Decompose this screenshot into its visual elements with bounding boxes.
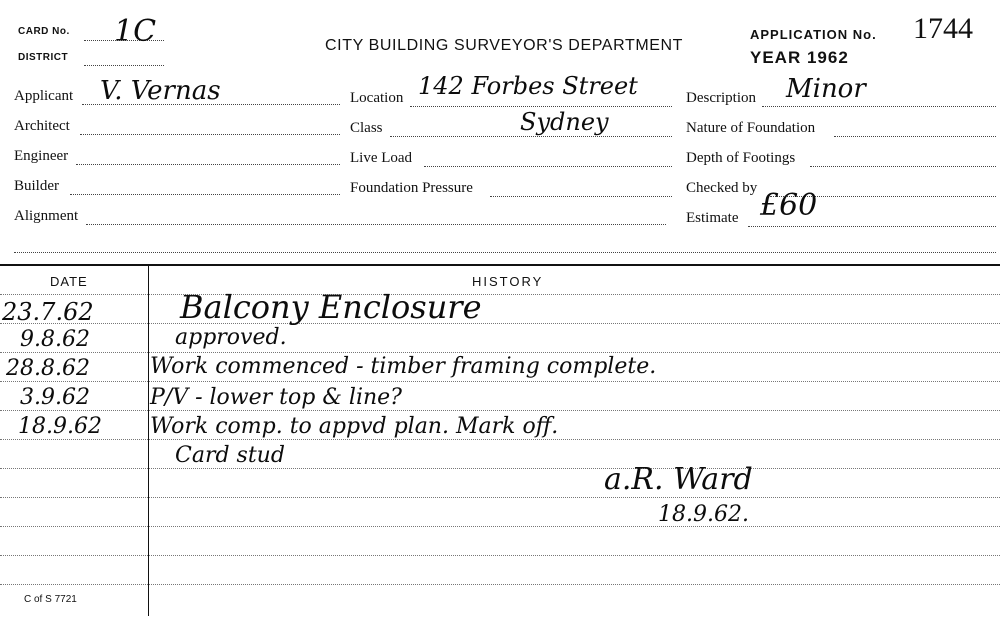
date-column-divider	[148, 266, 149, 616]
history-rule	[0, 439, 1000, 440]
history-text-5: Work comp. to appvd plan. Mark off.	[150, 414, 559, 439]
alignment-label: Alignment	[14, 208, 79, 224]
district-label: DISTRICT	[18, 52, 69, 63]
history-rule	[0, 555, 1000, 556]
application-number: 1744	[913, 12, 973, 45]
date-column-header: DATE	[50, 274, 88, 289]
applicant-label: Applicant	[14, 88, 74, 104]
department-title: CITY BUILDING SURVEYOR'S DEPARTMENT	[325, 37, 684, 54]
application-label: APPLICATION No.	[750, 27, 877, 42]
history-rule	[0, 584, 1000, 585]
history-text-6: Card stud	[175, 443, 285, 468]
location-value-street: 142 Forbes Street	[418, 72, 638, 100]
district-line	[84, 65, 164, 66]
alignment-line	[86, 224, 666, 225]
year-label: YEAR 1962	[750, 48, 849, 67]
architect-label: Architect	[14, 118, 70, 134]
foundation-pressure-label: Foundation Pressure	[350, 180, 473, 196]
description-line	[762, 106, 996, 107]
history-rule	[0, 323, 1000, 324]
depth-footings-line	[810, 166, 996, 167]
applicant-value: V. Vernas	[100, 76, 221, 106]
class-line	[390, 136, 672, 137]
history-date-2: 9.8.62	[20, 327, 90, 352]
estimate-value: £60	[760, 188, 818, 223]
live-load-label: Live Load	[350, 150, 413, 166]
live-load-line	[424, 166, 672, 167]
history-rule	[0, 410, 1000, 411]
history-date-1: 23.7.62	[2, 298, 94, 326]
location-value-city: Sydney	[520, 108, 609, 136]
builder-label: Builder	[14, 178, 59, 194]
history-text-3: Work commenced - timber framing complete.	[150, 354, 657, 379]
estimate-label: Estimate	[686, 210, 739, 226]
history-date-3: 28.8.62	[6, 356, 90, 381]
architect-line	[80, 134, 340, 135]
description-value: Minor	[786, 74, 866, 104]
class-label: Class	[350, 120, 383, 136]
history-rule	[0, 526, 1000, 527]
section-divider	[0, 264, 1000, 266]
engineer-line	[76, 164, 340, 165]
history-rule	[0, 468, 1000, 469]
form-code: C of S 7721	[24, 594, 77, 605]
history-header-rule	[0, 294, 1000, 295]
history-text-4: P/V - lower top & line?	[150, 385, 402, 410]
builder-line	[70, 194, 340, 195]
nature-foundation-label: Nature of Foundation	[686, 120, 816, 136]
history-date-4: 3.9.62	[20, 385, 90, 410]
description-label: Description	[686, 90, 756, 106]
history-column-header: HISTORY	[472, 274, 544, 289]
location-line	[410, 106, 672, 107]
card-no-value: 1C	[114, 14, 157, 49]
engineer-label: Engineer	[14, 148, 69, 164]
nature-foundation-line	[834, 136, 996, 137]
signature: a.R. Ward	[604, 462, 753, 497]
history-rule	[0, 352, 1000, 353]
estimate-line	[748, 226, 996, 227]
checked-by-label: Checked by	[686, 180, 758, 196]
location-label: Location	[350, 90, 404, 106]
history-text-2: approved.	[175, 325, 287, 350]
header-bottom-line	[14, 252, 996, 253]
history-date-5: 18.9.62	[18, 414, 102, 439]
signature-date: 18.9.62.	[658, 502, 749, 527]
history-rule	[0, 381, 1000, 382]
depth-footings-label: Depth of Footings	[686, 150, 796, 166]
history-text-1: Balcony Enclosure	[180, 288, 482, 326]
foundation-pressure-line	[490, 196, 672, 197]
history-rule	[0, 497, 1000, 498]
card-no-label: CARD No.	[18, 26, 70, 37]
